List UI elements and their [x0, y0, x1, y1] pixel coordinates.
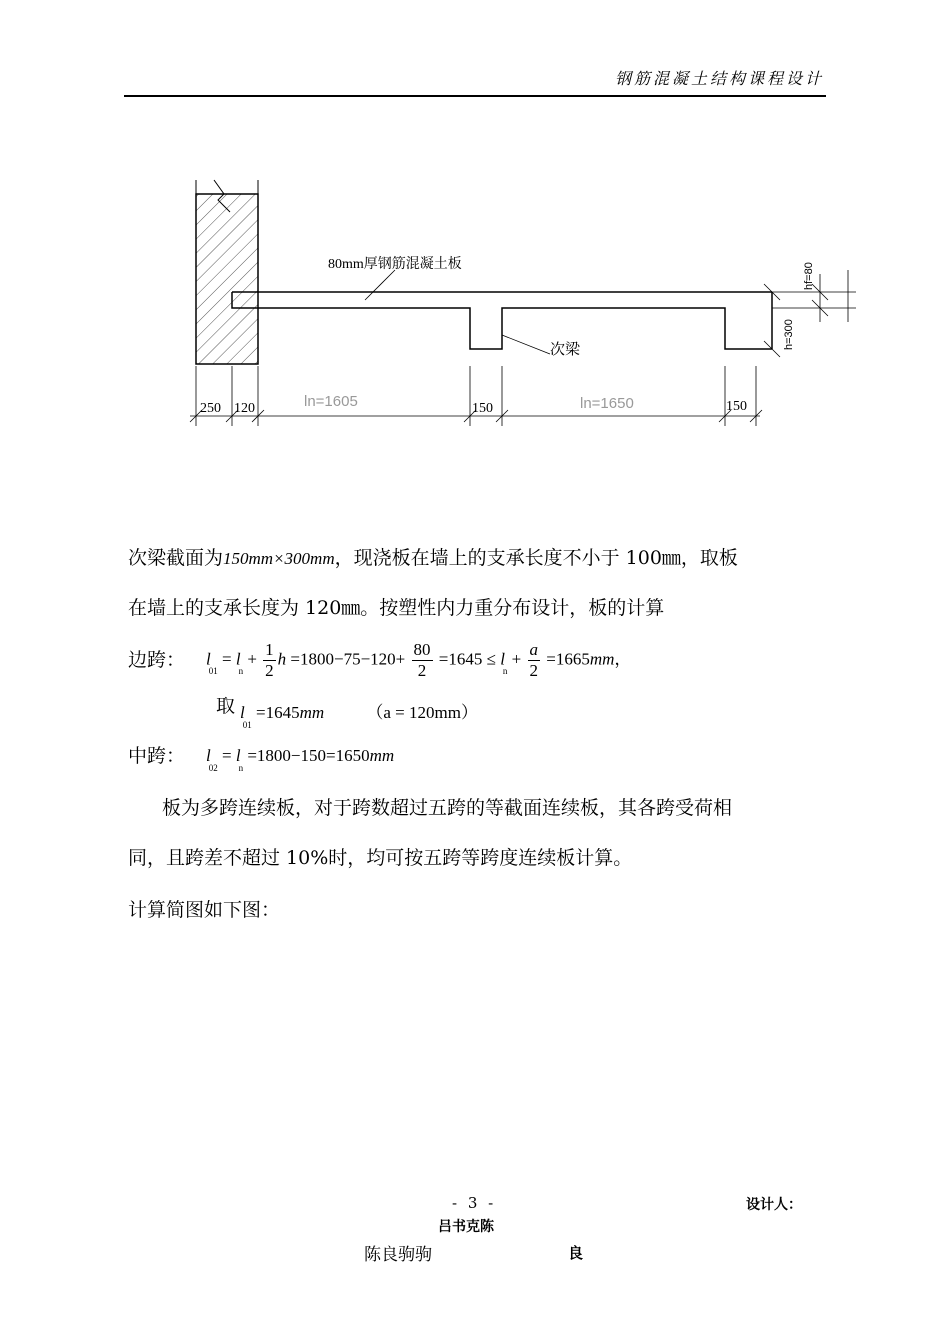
page-number: - 3 -: [452, 1194, 497, 1212]
take-label: 取: [216, 695, 236, 717]
header-title: 钢筋混凝土结构课程设计: [614, 69, 824, 88]
section-figure: [180, 170, 880, 450]
h-label: h=300: [783, 319, 795, 350]
hf-label: hf=80: [803, 262, 815, 290]
edge-span-equation: $l_{01} = l_n$ + $\frac{1}{2}$ h =1800−75−120+ $\frac{80}{2}$ $=1645 \le l_n$ + $\frac{a}{2}$ =1665mm，: [206, 640, 632, 680]
span-dim-line: [190, 366, 762, 426]
paragraph-5: 计算简图如下图：: [128, 899, 281, 921]
beam-leader: [502, 335, 550, 354]
dim-150-a: 150: [472, 401, 493, 416]
paragraph-2: 在墙上的支承长度为 120㎜。按塑性内力重分布设计，板的计算: [128, 597, 665, 619]
designer-names-3: 良: [568, 1244, 584, 1262]
paragraph-1: 次梁截面为150mm×300mm，现浇板在墙上的支承长度不小于 100㎜，取板: [128, 547, 738, 569]
dim-250: 250: [200, 401, 221, 416]
section-size: 150mm×300mm: [223, 549, 335, 568]
dim-120: 120: [234, 401, 255, 416]
beam-label: 次梁: [550, 342, 581, 358]
designer-names-2: 陈良驹驹: [364, 1245, 432, 1265]
slab-leader: [365, 270, 395, 300]
paragraph-3: 板为多跨连续板，对于跨数超过五跨的等截面连续板，其各跨受荷相: [162, 797, 733, 819]
designer-names: 吕书克陈: [438, 1219, 494, 1235]
paragraph-4: 同，且跨差不超过 10%时，均可按五跨等跨度连续板计算。: [128, 847, 633, 869]
mid-span-equation: $l_{02} = l_n =1800-150=1650mm$: [206, 746, 395, 773]
mid-span-label: 中跨：: [128, 745, 186, 767]
edge-span-label: 边跨：: [128, 649, 186, 671]
dim-ln-1605: ln=1605: [304, 393, 358, 410]
take-equation: $l_{01} =1645mm$ （a = 120mm）: [240, 703, 478, 730]
designer-label: 设计人：: [746, 1197, 802, 1213]
dim-ln-1650: ln=1650: [580, 395, 634, 412]
slab-outline: [232, 292, 772, 349]
slab-label: 80mm厚钢筋混凝土板: [328, 257, 462, 272]
wall: [196, 180, 258, 364]
header-rule: [124, 95, 826, 97]
dim-150-b: 150: [726, 399, 747, 414]
